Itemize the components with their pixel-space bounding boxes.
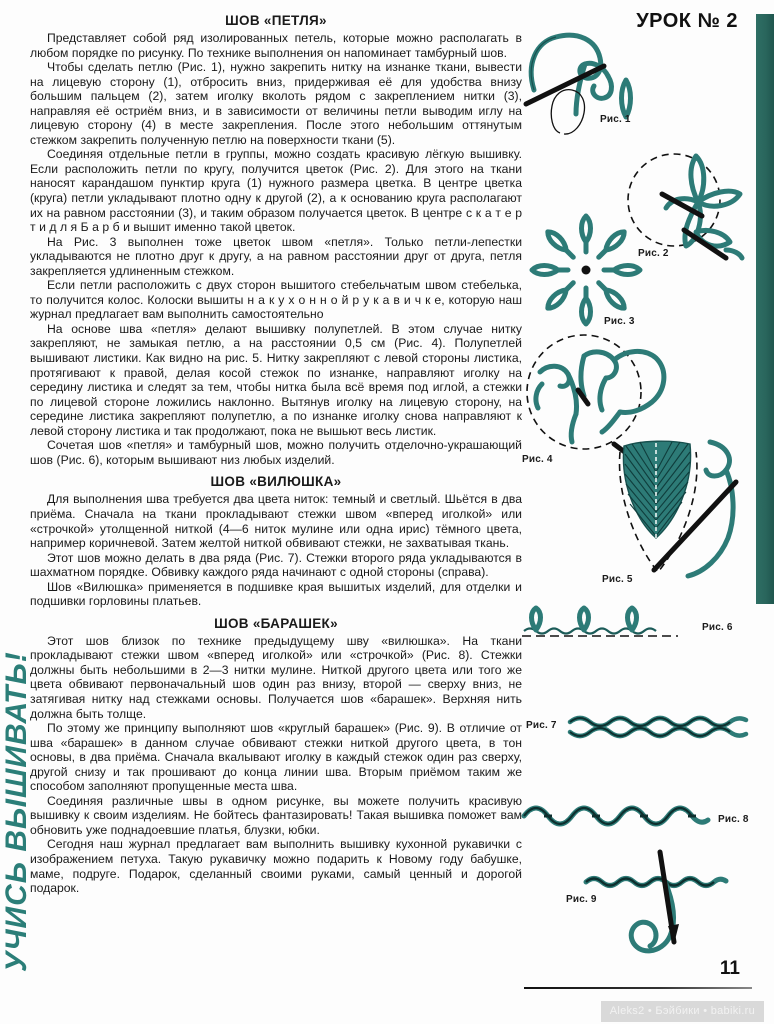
figure-label-fig8: Рис. 8 — [718, 814, 749, 825]
section-title-petlya: ШОВ «ПЕТЛЯ» — [225, 13, 327, 28]
figure-label-fig1: Рис. 1 — [600, 114, 631, 125]
watermark: Aleks2 • Бэйбики • babiki.ru — [601, 1001, 764, 1022]
figure-label-fig6: Рис. 6 — [702, 622, 733, 633]
figure-fig1 — [522, 18, 662, 138]
paragraph: Сегодня наш журнал предлагает вам выполнить вышивку кухонной рукавички с изображением петуха. Такую рукавичку можно подарить к Новому году бабушке, маме, подруге. Подарок, сделанный своими руками, самый ценный и дорогой подарок. — [30, 837, 522, 896]
figure-label-fig3: Рис. 3 — [604, 316, 635, 327]
lesson-heading: УРОК № 2 — [636, 10, 738, 32]
section-title-vilyushka: ШОВ «ВИЛЮШКА» — [210, 474, 342, 490]
figure-label-fig5: Рис. 5 — [602, 574, 633, 585]
figure-fig6 — [522, 604, 733, 644]
figure-column — [524, 0, 756, 1024]
figure-fig7 — [526, 712, 753, 742]
paragraph: На Рис. 3 выполнен тоже цветок швом «петля». Только петли-лепестки укладываются не плотно друг к другу, а на равном расстоянии друг от друга, петля закрепляется удлиненным стежком. — [30, 234, 522, 278]
paragraph: Чтобы сделать петлю (Рис. 1), нужно закрепить нитку на изнанке ткани, вывести на лицевую сторону (1), отбросить вниз, придерживая её для удобства внизу большим пальцем (2), затем иголку вколоть рядом с закреплением нитки (3), направляя её остриём вниз, и в зависимости от величины петли выводим иглу на лицевую сторону (4) в месте закрепления. После этого небольшим оттянутым стежком закрепить полученную петлю на поверхности ткани (5). — [30, 60, 522, 147]
paragraph: Соединяя отдельные петли в группы, можно создать красивую лёгкую вышивку. Если расположить петли по кругу, получится цветок (Рис. 2). Для этого на ткани наносят карандашом пунктир круга (1) нужного размера цветка. В центре цветка (круга) петли укладывают плотно одну к другой (2), а к основанию круга располагают их на равном расстоянии (3), и таким образом получается цветок. В центре с к а т е р т и д л я Б а р б и вышит именно такой цветок. — [30, 147, 522, 235]
paragraph: Этот шов можно делать в два ряда (Рис. 7). Стежки второго ряда укладываются в шахматном порядке. Обвивку каждого ряда начинают с одной стороны (справа). — [30, 550, 522, 580]
paragraph: Сочетая шов «петля» и тамбурный шов, можно получить отделочно-украшающий шов (Рис. 6), которым вышивают низ любых изделий. — [30, 438, 522, 467]
paragraph: На основе шва «петля» делают вышивку полупетлей. В этом случае нитку закрепляют, не замыкая петлю, а на расстоянии 0,5 см (Рис. 4). Полупетлей вышивают листики. Как видно на рис. 5. Нитку закрепляют с левой стороны листика, протягивают к правой, делая косой стежок по изнанке, направляют иголку на середину листика и следят за тем, чтобы нитка была всё время под иглой, а стежки по лицевой стороне ложились наклонно. Вытянув иголку на лицевую сторону, на середине листика закрепляют полупетлю, а по изнанке иголку снова направляют к левой сторону листика и так продолжают, пока не вышьют весь листик. — [30, 321, 522, 438]
section-title-barashek: ШОВ «БАРАШЕК» — [214, 615, 338, 631]
paragraph: Шов «Вилюшка» применяется в подшивке края вышитых изделий, для отделки и подшивки горловины платьев. — [30, 579, 522, 609]
figure-label-fig9: Рис. 9 — [566, 894, 597, 905]
paragraph: Этот шов близок по технике предыдущему шву «вилюшка». На ткани прокладывают стежки швом «вперед иголкой» или «строчкой» (Рис. 8). Стежки должны быть небольшими в 2—3 нитки мулине. Ниткой другого цвета или того же цвета обвивают первоначальный шов один раз внизу, второй — сверху вниз, не затягивая нитку над стежками основы. Получается шов «барашек». Верхняя нить должна быть толще. — [30, 633, 522, 721]
paragraph: Для выполнения шва требуется два цвета ниток: темный и светлый. Шьётся в два приёма. Сначала на ткани прокладывают стежки швом «вперед иголкой» или «строчкой» утолщенной ниткой (4—6 ниток мулине или одна ирис) тёмного цвета, например коричневой. Затем желтой ниткой обвивают стежки, не захватывая ткань. — [30, 492, 522, 551]
paragraph: Соединяя различные швы в одном рисунке, вы можете получить красивую вышивку к своим изделиям. Не бойтесь фантазировать! Такая вышивка поможет вам обновить уже поднадоевшие платья, блузки, юбки. — [30, 793, 522, 837]
figure-label-fig4: Рис. 4 — [522, 454, 553, 465]
paragraph: По этому же принципу выполняют шов «круглый барашек» (Рис. 9). В отличие от шва «барашек» в данном случае обвивают стежки ниткой другого цвета, в тон основы, в два приёма. Сначала вкалывают иголку в каждый стежок один раз сверху, другой снизу и так прошивают до конца линии шва. Вторым приёмом таким же способом заполняют пропущенные места шва. — [30, 721, 522, 794]
figure-fig5 — [602, 438, 760, 598]
article-text-column — [30, 6, 522, 896]
paragraph: Если петли расположить с двух сторон вышитого стебельчатым швом стебелька, то получится колос. Колоски вышиты н а к у х о н н о й р у к а в и ч к е, которую наш журнал предлагает вам выполнить самостоятельно — [30, 278, 522, 322]
figure-fig8 — [522, 794, 749, 828]
paragraph: Представляет собой ряд изолированных петель, которые можно располагать в любом порядке по рисунку. По технике выполнения он напоминает тамбурный шов. — [30, 31, 522, 60]
figure-fig3 — [528, 216, 646, 328]
vertical-banner-text: УЧИСЬ ВЫШИВАТЬ! — [0, 651, 33, 972]
figure-label-fig7: Рис. 7 — [526, 720, 557, 731]
figure-label-fig2: Рис. 2 — [638, 248, 669, 259]
page-number: 11 — [719, 958, 740, 979]
bottom-rule — [524, 987, 752, 989]
